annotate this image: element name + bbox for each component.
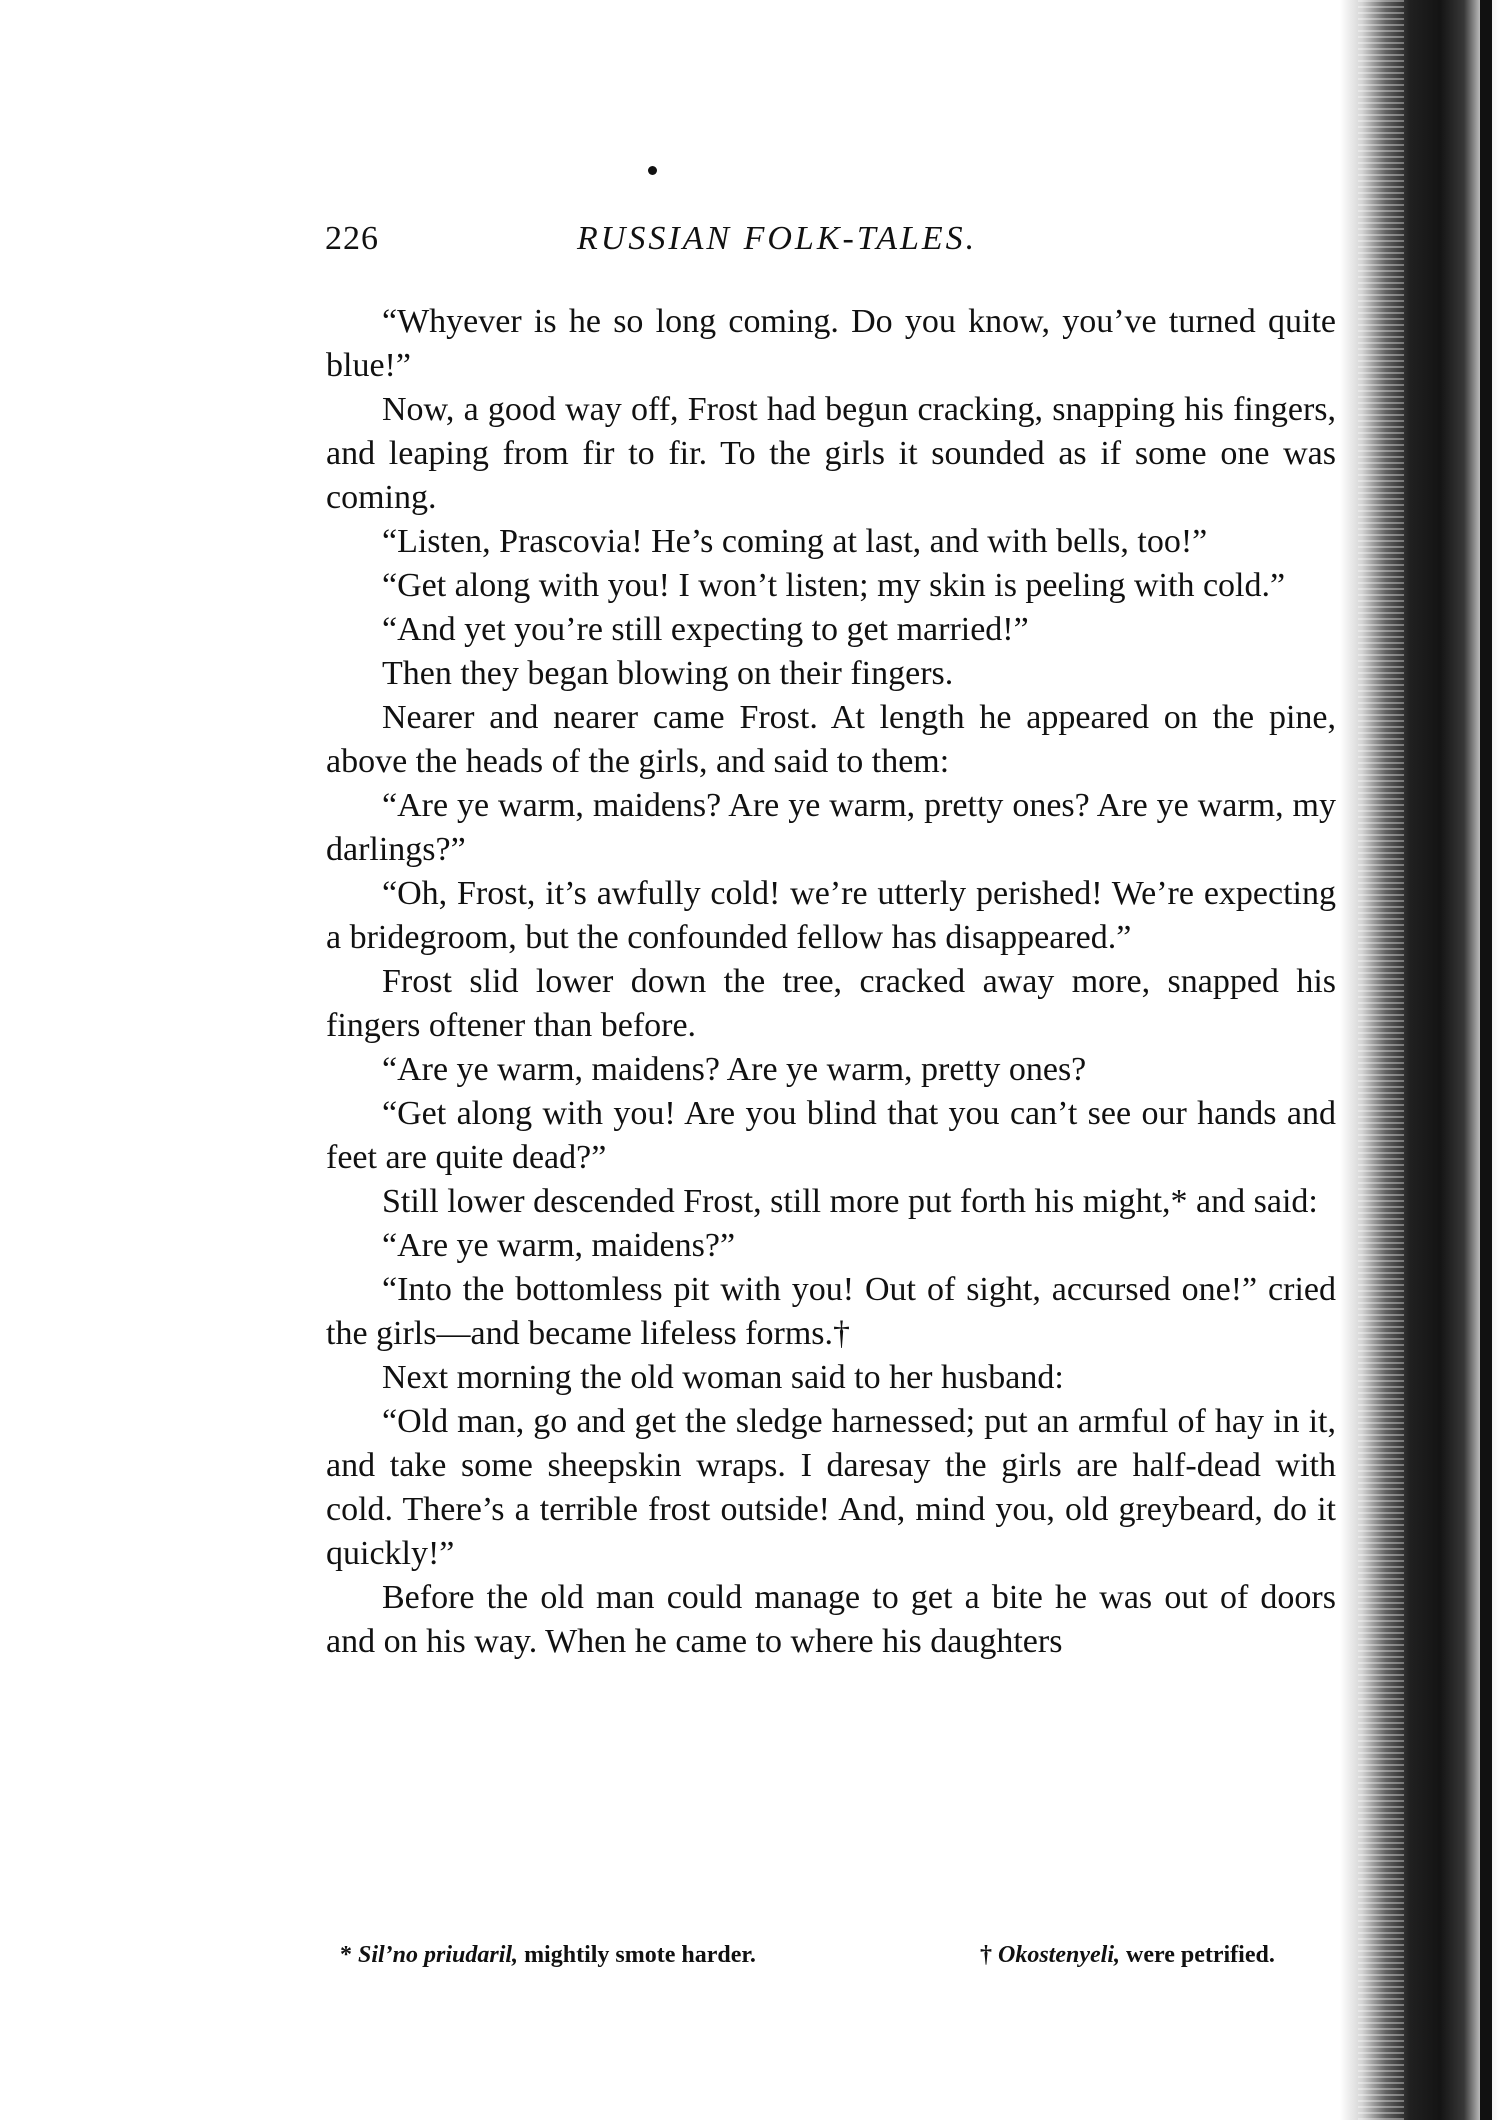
footnote-mark: † bbox=[980, 1942, 992, 1968]
paragraph: “Get along with you! I won’t listen; my skin is peeling with cold.” bbox=[382, 567, 1286, 604]
binding-edge bbox=[1480, 0, 1492, 2120]
footnote-gloss: mightily smote harder. bbox=[524, 1942, 756, 1968]
footnote-gloss: were petrified. bbox=[1125, 1942, 1275, 1968]
footnotes bbox=[340, 1942, 1340, 1982]
running-title: RUSSIAN FOLK-TALES. bbox=[577, 220, 978, 257]
paragraph: Now, a good way off, Frost had begun cracking, snapping his fingers, and leaping from fir to fir. To the girls it sounded as if some one was coming. bbox=[326, 391, 1336, 516]
paragraph: Before the old man could manage to get a bite he was out of doors and on his way. When he came to where his daughters bbox=[326, 1579, 1336, 1660]
paragraph: “Are ye warm, maidens? Are ye warm, pretty ones? bbox=[382, 1051, 1087, 1088]
footnote bbox=[980, 1942, 1275, 1969]
footnote-term: Okostenyeli, bbox=[998, 1942, 1120, 1968]
paragraph: “Are ye warm, maidens? Are ye warm, pretty ones? Are ye warm, my darlings?” bbox=[326, 787, 1336, 868]
paragraph: Then they began blowing on their fingers. bbox=[382, 655, 954, 692]
footnote-term: Sil’no priudaril, bbox=[358, 1942, 519, 1968]
page-header bbox=[325, 220, 1345, 270]
paragraph: Still lower descended Frost, still more put forth his might,* and said: bbox=[382, 1183, 1318, 1220]
paragraph: “Whyever is he so long coming. Do you know, you’ve turned quite blue!” bbox=[326, 303, 1336, 384]
footnote bbox=[340, 1942, 756, 1969]
paragraph: Frost slid lower down the tree, cracked away more, snapped his fingers oftener than before. bbox=[326, 963, 1336, 1044]
paragraph: “Listen, Prascovia! He’s coming at last, and with bells, too!” bbox=[382, 523, 1208, 560]
footnote-mark: * bbox=[340, 1942, 352, 1968]
paragraph: “Old man, go and get the sledge harnessed; put an armful of hay in it, and take some sheepskin wraps. I daresay the girls are half-dead with cold. There’s a terrible frost outside! And, mind you, old greybeard, do it quickly!” bbox=[326, 1403, 1336, 1572]
binding-speckle bbox=[1358, 0, 1404, 2120]
paragraph: “Get along with you! Are you blind that you can’t see our hands and feet are quite dead?” bbox=[326, 1095, 1336, 1176]
paragraph: “Into the bottomless pit with you! Out of sight, accursed one!” cried the girls—and became lifeless forms.† bbox=[326, 1271, 1336, 1352]
body-text bbox=[326, 300, 1336, 1664]
paragraph: “Are ye warm, maidens?” bbox=[382, 1227, 736, 1264]
paragraph: Nearer and nearer came Frost. At length he appeared on the pine, above the heads of the girls, and said to them: bbox=[326, 699, 1336, 780]
paragraph: “And yet you’re still expecting to get married!” bbox=[382, 611, 1029, 648]
paragraph: “Oh, Frost, it’s awfully cold! we’re utterly perished! We’re expecting a bridegroom, but the confounded fellow has disappeared.” bbox=[326, 875, 1336, 956]
page-number: 226 bbox=[325, 220, 379, 257]
print-dot bbox=[648, 166, 657, 175]
paragraph: Next morning the old woman said to her husband: bbox=[382, 1359, 1064, 1396]
